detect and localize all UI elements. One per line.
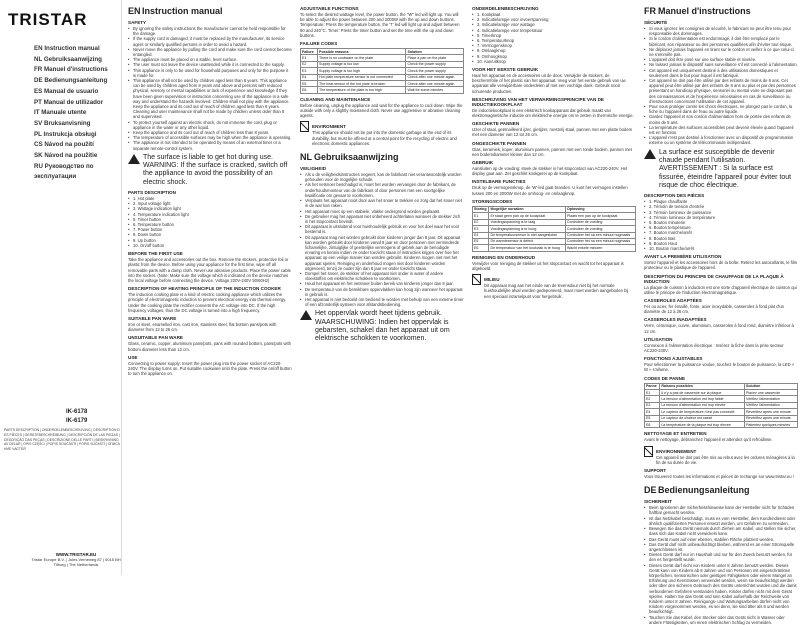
section-title: DEBedienungsanleitung — [644, 485, 750, 496]
list-item: • De gebruiker mag het apparaat niet onbeheerd achterlaten wanneer de stekker zich in het stopcontact bevindt. — [300, 214, 464, 224]
warning-triangle-icon — [128, 154, 140, 164]
parts-list — [644, 199, 798, 251]
paragraph: Connecting to power supply: Insert the power plug into the power socket of AC220-240V. The display turns on. Put suitable cookware onto the plate. Press the on/off button to turn the appliance on. — [128, 360, 292, 377]
safety-list — [128, 26, 292, 151]
table-row: E3 La tension d'alimentation est trop élevée Vérifiez l'alimentation — [645, 402, 798, 408]
table-row: E3 Supply voltage is too high Check the power supply — [301, 68, 464, 74]
list-item: • Houd het apparaat en het netsnoer buiten bereik van kinderen jonger dan 8 jaar. — [300, 281, 464, 286]
unsuitable-heading: UNSUITABLE PAN WARE — [128, 335, 183, 341]
list-item: • L'appareil n'est pas destiné à fonctionner avec un dispositif de programmation externe ou un système de télécommande indépendant. — [644, 135, 798, 145]
list-item: • 6. Bouton température — [644, 225, 798, 230]
paragraph: Verwijder voor reiniging de stekker uit het stopcontact en wacht tot het apparaat is afgekoeld. — [472, 260, 624, 271]
paragraph: Aansluiten op de voeding: steek de stekker in het stopcontact van AC220-240V. Het display gaat aan. Zet geschikt kookgerei op de kookplaat. — [472, 166, 628, 177]
list-item: • 6. Temperatuurknop — [472, 38, 636, 43]
dutch-column — [472, 0, 636, 575]
list-item: • Beim Ignorieren der Sicherheitshinweise kann der Hersteller nicht für Schäden haftbar gemacht werden. — [644, 505, 798, 515]
list-item: • 4. Témoin lumineux de température — [644, 215, 798, 220]
paragraph: Iron or steel, enamelled iron, cast iron, stainless steel, flat bottom pans/pots with diameter from 12 to 26 cm. — [128, 321, 277, 333]
warning-triangle-icon — [300, 310, 312, 320]
list-item: • 2. Input voltage light — [128, 201, 292, 206]
brand-logo: TRISTAR — [8, 10, 88, 29]
environment-heading: ENVIRONNEMENT — [656, 448, 697, 454]
failure-table: Failure Possible reasons Solution E1 There is no cookware on the plate Place a pan on the plate E2 Supply voltage is too low Check the power supply E3 Supply voltage is too high Check the power supply E4 Hot plate temperature sensor is not connected Check after one minute again E5 The heat sensor of the hot plate is broken Check after one minute again E6 The temperature of the plate is too high Wait for some minutes — [300, 48, 464, 94]
list-item: • The appliance must be placed on a stable, level surface. — [128, 57, 292, 62]
list-item: • Das Gerät muss auf einer ebenen, stabilen Fläche platziert werden. — [644, 537, 798, 542]
paragraph: Pour sélectionner la puissance voulue, touchez le bouton de puissance, la LED « W » s'allume. — [644, 362, 795, 373]
language-item: SV Bruksanvisning — [34, 119, 91, 127]
list-item: • 9. Up button — [128, 238, 292, 243]
list-item: • Gardez l'appareil et son cordon d'alimentation hors de portée des enfants de moins de 8 ans. — [644, 114, 798, 124]
list-item: • 2. Témoin de tension d'entrée — [644, 204, 798, 209]
paragraph: Fer ou acier, fer émaillé, fonte, acier inoxydable, casseroles à fond plat d'un diamètre de 12 à 26 cm. — [644, 304, 784, 315]
list-item: • 9. Omhoogknop — [472, 54, 636, 59]
table-row: E3 Voedingsspanning is te hoog Controleer de voeding — [473, 226, 636, 232]
safety-heading: SÉCURITÉ — [644, 20, 668, 25]
website-link[interactable]: WWW.TRISTAR.EU — [55, 552, 97, 557]
list-item: • 7. Power button — [128, 227, 292, 232]
parts-description-languages: PARTS DESCRIPTION | ONDERDELENBESCHRIJVING | DESCRIPTION DES PIÈCES | GERÄTEBESCHREIBUNG | DESCRIPCIÓN DE LAS PIEZAS | DESCRIÇÃO DAS PEÇAS | DESCRIZIONE DELLE PARTI | BESKRIVNING AV DELAR | OPIS CZĘŚCI | POPIS SOUČÁSTÍ | POPIS SÚČASTÍ | ОПИСАНИЕ ЧАСТЕЙ — [4, 428, 120, 452]
language-item: IT Manuale utente — [34, 109, 87, 117]
parts-heading: DESCRIPTION DES PIÈCES — [644, 193, 705, 199]
table-row: E1 There is no cookware on the plate Place a pan on the plate — [301, 55, 464, 61]
suitable-heading: GESCHIKTE PANNEN — [472, 121, 520, 127]
recycle-bin-icon — [472, 274, 481, 285]
safety-heading: VEILIGHEID — [300, 166, 327, 172]
suitable-heading: CASSEROLES ADAPTÉES — [644, 298, 702, 303]
list-item: • Bewegen Sie das Gerät niemals durch Ziehen am Kabel, und stellen Sie sicher, dass sich das Kabel nicht verwickeln kann. — [644, 526, 798, 536]
safety-heading: SICHERHEIT — [644, 499, 672, 505]
table-row: E4 Le capteur de température n'est pas connecté Revérifiez après une minute — [645, 409, 798, 415]
paragraph: De inductiekookplaat is een elektrisch kookapparaat dat gebruik maakt van elektromagnetische inductie om elektrische energie om te zetten in thermische energie. — [472, 107, 634, 119]
list-item: • La température des surfaces accessibles peut devenir élevée quand l'appareil est en fonction. — [644, 125, 798, 135]
unsuitable-heading: ONGESCHIKTE PANNEN — [472, 140, 527, 146]
list-item: • Als u de veiligheidsinstructies negeert, kan de fabrikant niet verantwoordelijk worden gehouden voor de mogelijke schade. — [300, 172, 464, 182]
language-list — [34, 44, 121, 183]
list-item: • Dit apparaat mag niet worden gebruikt door kinderen jonger dan 8 jaar. Dit apparaat kan worden gebruikt door kinderen vanaf 8 jaar en door personen met verminderde lichamelijke, zintuiglijke of geestelijke vermogens of gebrek aan de benodigde ervaring en kennis indien ze onder toezicht staan of instructies krijgen over hoe het apparaat op een veilige manier kan worden gebruikt. Kinderen mogen niet met het apparaat spelen. Reiniging en onderhoud mogen niet door kinderen worden uitgevoerd, tenzij ze ouder zijn dan 8 jaar en onder toezicht staan. — [300, 235, 464, 271]
list-item: • Ne laissez jamais le dispositif sans surveillance s'il est connecté à l'alimentation. — [644, 62, 798, 67]
before-use-heading: VOOR HET EERSTE GEBRUIK — [472, 67, 539, 73]
list-item: • 9. Bouton Haut — [644, 241, 798, 246]
adjustable-heading: FONCTIONS AJUSTABLES — [644, 356, 703, 362]
list-item: • To protect yourself against an electric shock, do not immerse the cord, plug or appliance in the water or any other liquid. — [128, 120, 292, 130]
cleaning-heading: NETTOYAGE ET ENTRETIEN — [644, 431, 707, 437]
language-item: DE Bedienungsanleitung — [34, 77, 108, 85]
paragraph: IJzer of staal, geëmailleerd ijzer, gietijzer, roestvrij staal, pannen met een platte bodem met een diameter van 12 tot 26 cm. — [472, 127, 633, 138]
list-item: • Never move the appliance by pulling the cord and make sure the cord cannot become entangled. — [128, 47, 292, 57]
list-item: • Tauchen Sie das Kabel, den Stecker oder das Gerät nicht in Wasser oder andere Flüssigkeiten, um einen elektrischen Schlag zu vermeiden. — [644, 615, 798, 625]
list-item: • 3. Indicatielampje voor wattage — [472, 22, 636, 27]
use-heading: UTILISATION — [644, 336, 673, 342]
list-item: • Het apparaat is niet bedoeld om bediend te worden met behulp van een externe timer of een afzonderlijk systeem voor afstandsbediening. — [300, 297, 464, 307]
table-row: E5 Le capteur de chaleur est cassé Revérifiez après une minute — [645, 415, 798, 421]
failure-table: Storing Mogelijke oorzaken Oplossing E1 Er staat geen pan op de kookplaat Plaats een pan op de kookplaat E2 Voedingsspanning is te laag Controleer de voeding E3 Voedingsspanning is te hoog Controleer de voeding E4 De temperatuursensor is niet aangesloten Controleer het na een minuut nogmaals E5 De warmtesensor is defect Controleer het na een minuut nogmaals E6 De temperatuur van het kookvlak is te hoog Wacht enkele minuten — [472, 206, 636, 252]
model-numbers — [66, 408, 87, 426]
warning-text: La surface est susceptible de devenir chaude pendant l'utilisation. AVERTISSEMENT : Si la surface est fissurée, éteindre l'appareil pour éviter tout risque de choc électrique. — [659, 148, 792, 189]
support-heading: SUPPORT — [644, 468, 667, 474]
paragraph: Dit apparaat mag aan het einde van de levensduur niet bij het normale huishoudelijke afval worden gedeponeerd, maar moet worden aangeboden bij een speciaal inzamelpunt voor hergebruik. — [484, 283, 629, 299]
list-item: • 8. Omlaagknop — [472, 48, 636, 53]
adjustable-heading: INSTELBARE FUNCTIES — [472, 179, 526, 185]
paragraph: La plaque de cuisson à induction est une sorte d'appareil électrique de cuisson qui utilise le principe de l'induction électromagnétique. — [644, 284, 797, 295]
list-item: • Das Gerät darf nicht unbeaufsichtigt bleiben, während es an einer Stromquelle angeschlossen ist. — [644, 542, 798, 552]
list-item: • De temperatuur van de bereikbare oppervlakken kan hoog zijn wanneer het apparaat in gebruik is. — [300, 287, 464, 297]
list-item: • 4. Indicatielampje voor temperatuur — [472, 28, 636, 33]
list-item: • The temperature of accessible surfaces may be high when the appliance is operating. — [128, 135, 292, 140]
suitable-heading: SUITABLE PAN WARE — [128, 315, 177, 321]
model-number: IK-6178 — [66, 409, 88, 415]
list-item: • 5. Timer button — [128, 217, 292, 222]
footer-address — [30, 552, 122, 567]
list-item: • 10. Bouton marche/arrêt — [644, 246, 798, 251]
parts-heading: PARTS DESCRIPTION — [128, 190, 176, 196]
parts-list — [472, 12, 636, 64]
list-item: • 4. Temperature indication light — [128, 212, 292, 217]
parts-heading: ONDERDELENBESCHRIJVING — [472, 6, 539, 11]
paragraph: Glas, keramiek, koper, aluminium pannen, pannen met een ronde bodem, pannen met een bodemdiameter kleiner dan 12 cm. — [472, 146, 632, 157]
before-use-heading: BEFORE THE FIRST USE — [128, 251, 183, 257]
safety-list — [644, 505, 798, 625]
list-item: • 5. Timerknop — [472, 33, 636, 38]
list-item: • 3. Wattage indication light — [128, 206, 292, 211]
table-row: E5 De warmtesensor is defect Controleer het na een minuut nogmaals — [473, 238, 636, 244]
cleaning-heading: REINIGING EN ONDERHOUD — [472, 254, 536, 260]
paragraph: Haal het apparaat en de accessoires uit de doos. Verwijder de stickers, de beschermfolie of het plastic van het apparaat. Veeg voor het eerste gebruik van uw apparaat alle verwijderbare onderdelen af met een vochtige doek. Gebruik nooit schurende producten. — [472, 73, 626, 94]
list-item: • 1. Hot plate — [128, 196, 292, 201]
use-heading: USE — [128, 354, 138, 360]
table-row: E4 Hot plate temperature sensor is not connected Check after one minute again — [301, 74, 464, 80]
warning-block — [128, 154, 292, 187]
list-item: • If the supply cord is damaged, it must be replaced by the manufacturer, its service agent or similarly qualified persons in order to avoid a hazard. — [128, 36, 292, 46]
list-item: • 8. Bouton Bas — [644, 236, 798, 241]
use-heading: GEBRUIK — [472, 160, 494, 166]
list-item: • The user must not leave the device unattended while it is connected to the supply. — [128, 62, 292, 67]
table-row: E5 The heat sensor of the hot plate is broken Check after one minute again — [301, 81, 464, 87]
paragraph: Verre, céramique, cuivre, aluminium, casseroles à fond rond, diamètre inférieur à 12 cm. — [644, 323, 794, 334]
safety-heading: SAFETY — [128, 20, 147, 25]
list-item: • Het apparaat moet op een stabiele, vlakke ondergrond worden geplaatst. — [300, 209, 464, 214]
list-item: • 6. Temperature button — [128, 222, 292, 227]
language-item: NL Gebruiksaanwijzing — [34, 55, 102, 63]
list-item: • Dieses Gerät darf nur im Haushalt und nur für den Zweck benutzt werden, für den es hergestellt wurde. — [644, 552, 798, 562]
list-item: • Dieses Gerät darf nicht von Kindern unter 8 Jahren benutzt werden. Dieses Gerät kann von Kindern ab 8 Jahren und von Personen mit eingeschränkten körperlichen, sensorischen oder geistigen Fähigkeiten oder einem Mangel an Erfahrung und Kenntnissen verwendet werden, wenn sie beaufsichtigt werden oder über den sicheren Gebrauch des Geräts unterrichtet wurden und die damit verbundenen Gefahren verstanden haben. Kinder dürfen nicht mit dem Gerät spielen. Halten Sie das Gerät und sein Kabel außerhalb der Reichweite von Kindern unter 8 Jahren. Reinigungs- und Wartungsarbeiten dürfen nicht von Kindern vorgenommen werden, es sei denn, sie sind älter als 8 und werden beaufsichtigt. — [644, 563, 798, 615]
table-row: E2 Voedingsspanning is te laag Controleer de voeding — [473, 219, 636, 225]
recycle-bin-icon — [300, 121, 309, 132]
language-item: RU Руководство по эксплуатации — [34, 162, 94, 181]
list-item: • Keep the appliance and its cord out of reach of children less than 8 years. — [128, 130, 292, 135]
french-german-column — [644, 0, 798, 625]
section-title: FR Manuel d'instructions — [644, 6, 751, 16]
list-item: • This appliance shall not be used by children aged less than 8 years. This appliance can be used by children aged from 8 years and above and persons with reduced physical, sensory or mental capabilities or lack of experience and knowledge if they have been given supervision or instruction concerning use of the appliance in a safe way and understand the hazards involved. Children shall not play with the appliance. Keep the appliance and its cord out of reach of children aged less than 8 years. Cleaning and user maintenance shall not be made by children unless older than 8 and supervised. — [128, 78, 292, 120]
paragraph: Glass, ceramic, copper, aluminium pans/pots, pans with rounded bottom, pans/pots with bottom diameter less than 12 cm. — [128, 341, 291, 352]
list-item: • By ignoring the safety instructions the manufacturer cannot be held responsible for the damage. — [128, 26, 292, 36]
failure-heading: CODES DE PANNE — [644, 375, 686, 381]
table-row: E2 Supply voltage is too low Check the power supply — [301, 61, 464, 67]
list-item: • Ist das Netzkabel beschädigt, muss es vom Hersteller, dem Kundendienst oder ähnlich qualifizierten Personen ersetzt werden, um Gefahren zu vermeiden. — [644, 516, 798, 526]
list-item: • Cet appareil ne doit pas être utilisé par des enfants de moins de 8 ans. Cet appareil peut être utilisé par des enfants de 8 ans ou plus et par des personnes présentant un handicap physique, sensoriel ou mental voire ne disposant pas des connaissances et de l'expérience nécessaires en cas de surveillance ou d'instructions concernant l'utilisation de cet appareil. — [644, 78, 798, 104]
list-item: • Pour vous protéger contre les chocs électriques, ne plongez pas le cordon, la fiche ou l'appareil dans de l'eau ou autre liquide. — [644, 104, 798, 114]
language-item: FR Manuel d'instructions — [34, 66, 108, 74]
language-item: PT Manual de utilizador — [34, 98, 104, 106]
warning-text: The surface is liable to get hot during use. WARNING: If the surface is cracked, switch off the appliance to avoid the possibility of an electric shock. — [143, 153, 288, 186]
paragraph: Avant le nettoyage, débranchez l'appareil et attendez qu'il refroidisse. — [644, 437, 773, 443]
cleaning-heading: CLEANING AND MAINTENANCE — [300, 96, 371, 102]
language-item: CS Návod na použití — [34, 141, 94, 149]
paragraph: This appliance should not be put into the domestic garbage at the end of its durability, but must be offered at a central point for the recycling of electric and electronic domestic appliances. — [312, 130, 457, 146]
table-row: E4 De temperatuursensor is niet aangesloten Controleer het na een minuut nogmaals — [473, 232, 636, 238]
safety-list — [300, 172, 464, 307]
warning-block — [644, 149, 798, 190]
environment-block — [300, 121, 464, 146]
language-item: SK Návod na použitie — [34, 152, 98, 160]
paragraph: The induction cooking plate is a kind of electric cooking appliance which utilizes the principle of electromagnetic induction to prevent electrical energy into thermal energy. Under the cooking plate the rectifier converts the AC voltage into DC. If the high frequency voltages, thus the DC voltage is turned into a high frequency. — [128, 292, 287, 313]
warning-text: Het oppervlak wordt heet tijdens gebruik. WAARSCHUWING: Indien het oppervlak is gebarsten, schakel dan het apparaat uit om elektrische schokken te voorkomen. — [315, 310, 450, 343]
environment-block — [644, 446, 798, 465]
adjustable-heading: ADJUSTABLE FUNCTIONS — [300, 6, 359, 11]
list-item: • 10. Aan/uitknop — [472, 59, 636, 64]
table-row: E2 La tension d'alimentation est trop faible Vérifiez l'alimentation — [645, 396, 798, 402]
model-number: IK-6179 — [66, 418, 88, 424]
table-row: E6 De temperatuur van het kookvlak is te hoog Wacht enkele minuten — [473, 245, 636, 251]
warning-block — [300, 310, 464, 343]
heating-heading: DESCRIPTION OF HEATING PRINCIPLE OF THE INDUCTION COOKER — [128, 286, 281, 292]
table-row: E6 La température de la plaque est trop élevée Patientez quelques minutes — [645, 422, 798, 428]
list-item: • 7. Vermogensknop — [472, 43, 636, 48]
paragraph: Take the appliance and accessories out the box. Remove the stickers, protective foil or plastic from the device. Before using your appliance for the first time, wipe off all removable parts with a damp cloth. Never use abrasive products. Place the power cable into the socket. (Note: Make sure the voltage which is indicated on the device matches the local voltage before connecting the device. Voltage 220V-240V 50/60Hz) — [128, 257, 291, 283]
list-item: • 1. Plaque chauffante — [644, 199, 798, 204]
language-item: ES Manual de usuario — [34, 87, 99, 95]
paragraph: Sortez l'appareil et les accessoires hors de la boîte. Retirez les autocollants, le film protecteur ou le plastique de l'appareil. — [644, 260, 798, 271]
safety-list — [644, 26, 798, 146]
list-item: • 3. Témoin lumineux de puissance — [644, 210, 798, 215]
warning-triangle-icon — [644, 149, 656, 159]
section-title: NL Gebruiksaanwijzing — [300, 152, 399, 163]
environment-block — [472, 274, 636, 299]
list-item: • Dit apparaat is uitsluitend voor huishoudelijk gebruik en voor het doel waar het voor bestemd is. — [300, 224, 464, 234]
list-item: • 2. Indicatielampje voor invoerspanning — [472, 17, 636, 22]
before-use-heading: AVANT LA PREMIÈRE UTILISATION — [644, 254, 722, 260]
unsuitable-heading: CASSEROLES INADAPTÉES — [644, 317, 707, 323]
list-item: • The appliance is not intended to be operated by means of an external timer or a separate remote-control system. — [128, 140, 292, 150]
paragraph: Before cleaning, unplug the appliance and wait for the appliance to cool down. Wipe the outside with only a slightly moistened cloth. Never use aggressive or abrasive cleaning agents. — [300, 102, 463, 119]
list-item: • Als het netsnoer beschadigd is, moet het worden vervangen door de fabrikant, de onderhoudsmonteur van de fabrikant of door personen met een soortgelijke kwalificatie om gevaar te voorkomen. — [300, 182, 464, 198]
paragraph: To select the desired wattage level, the power button, the "W" led will light up. You will be able to adjust the power between 200 and 2000W with the up and down buttons. Temperature: Press the temperature button, the 'T' led will light up and adjust between 60 and 240°C. Timer: Press the timer button and set the time with the up and down buttons. — [300, 12, 460, 38]
list-item: • Si vous ignorez les consignes de sécurité, le fabricant ne peut être tenu pour responsable des dommages. — [644, 26, 798, 36]
list-item: • Ne déplacez jamais l'appareil en tirant sur le cordon et veillez à ce que celui-ci ne s'emmêle pas. — [644, 47, 798, 57]
list-item: • 1. Kookplaat — [472, 12, 636, 17]
list-item: • 7. Bouton marche/arrêt — [644, 230, 798, 235]
paragraph: Cet appareil ne doit pas être mis au rebut avec les ordures ménagères à la fin de sa durée de vie. — [656, 454, 795, 465]
english-column — [128, 0, 292, 575]
english-nl-column — [300, 0, 464, 575]
failure-table: Panne Raisons possibles Solution E1 Il n'y a pas de casserole sur la plaque Placez une casserole E2 La tension d'alimentation est trop faible Vérifiez l'alimentation E3 La tension d'alimentation est trop élevée Vérifiez l'alimentation E4 Le capteur de température n'est pas connecté Revérifiez après une minute E5 Le capteur de chaleur est cassé Revérifiez après une minute E6 La température de la plaque est trop élevée Patientez quelques minutes — [644, 383, 798, 429]
paragraph: Connexion à l'alimentation électrique : Insérez la fiche dans la prise secteur AC220-240V. — [644, 342, 784, 354]
list-item: • Verplaats het apparaat nooit door aan het snoer te trekken en zorg dat het snoer niet in de war kan raken. — [300, 198, 464, 208]
failure-heading: STORINGSCODES — [472, 198, 513, 204]
list-item: • Si le cordon d'alimentation est endommagé, il doit être remplacé par le fabricant, son réparateur ou des personnes qualifiées afin d'éviter tout risque. — [644, 36, 798, 46]
list-item: • 8. Down button — [128, 232, 292, 237]
paragraph: Vous trouverez toutes les informations et pièces de rechange sur www.tristar.eu ! — [644, 474, 794, 480]
heating-heading: BESCHRIJVING VAN HET VERWARMINGSPRINCIPE VAN DE INDUCTIEKOOKPLAAT — [472, 96, 604, 107]
paragraph: Druk op de vermogensknop, de 'W'-led gaat branden. U kunt het vermogen instellen tussen 200 en 2000W met de omhoog- en omlaagknop. — [472, 185, 628, 196]
parts-list — [128, 196, 292, 248]
list-item: • This appliance is only to be used for household purposes and only for the purpose it is made for. — [128, 68, 292, 78]
table-row: E1 Il n'y a pas de casserole sur la plaque Placez une casserole — [645, 390, 798, 396]
table-row: E1 Er staat geen pan op de kookplaat Plaats een pan op de kookplaat — [473, 213, 636, 219]
environment-heading: MILIEU — [484, 277, 500, 283]
recycle-bin-icon — [644, 446, 653, 457]
failure-heading: FAILURE CODES — [300, 41, 338, 47]
list-item: • 5. Bouton minuterie — [644, 220, 798, 225]
list-item: • Cet appareil est uniquement destiné à des utilisations domestiques et seulement dans le but pour lequel il est fabriqué. — [644, 68, 798, 78]
list-item: • L'appareil doit être posé sur une surface stable et nivelée. — [644, 57, 798, 62]
list-item: • Dompel het snoer, de stekker of het apparaat niet onder in water of andere vloeistoffen om elektrische schokken te voorkomen. — [300, 271, 464, 281]
heating-heading: DESCRIPTION DU PRINCIPE DE CHAUFFAGE DE LA PLAQUE À INDUCTION — [644, 273, 784, 284]
table-row: E6 The temperature of the plate is too high Wait for some minutes — [301, 87, 464, 93]
environment-heading: ENVIRONMENT — [312, 124, 346, 130]
section-title: ENInstruction manual — [128, 6, 223, 16]
language-item: EN Instruction manual — [34, 45, 100, 52]
company-address: Tristar Europe B.V. | Jules Verneweg 87 | 5015 BH Tilburg | The Netherlands — [31, 557, 121, 567]
cover-panel — [0, 0, 122, 575]
list-item: • 10. On/off button — [128, 243, 292, 248]
language-item: PL Instrukcja obsługi — [34, 130, 97, 138]
